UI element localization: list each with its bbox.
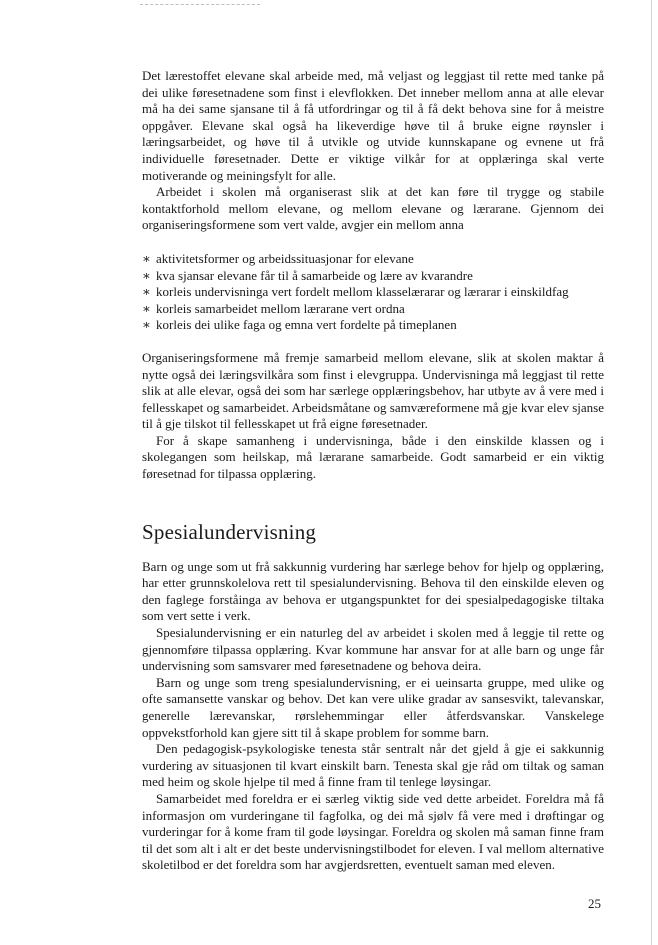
list-item-text: kva sjansar elevane får til å samarbeide og lære av kvarandre — [156, 267, 473, 283]
page-content — [142, 68, 604, 874]
top-edge-mark — [140, 4, 260, 5]
page-number: 25 — [588, 896, 601, 911]
asterisk-icon: ∗ — [142, 284, 151, 300]
list-item — [142, 317, 604, 334]
bullet-list — [142, 251, 604, 334]
list-item — [142, 284, 604, 301]
list-item — [142, 301, 604, 318]
list-item — [142, 268, 604, 285]
paragraph: Barn og unge som ut frå sakkunnig vurdering har særlege behov for hjelp og opplæring, har etter grunnskolelova rett til spesialundervisning. Behova til den einskilde eleven og den faglege forståinga av behova er utgangspunktet for dei spesialpedagogiske tiltaka som vert sette i verk. — [142, 558, 604, 624]
page-edge — [651, 0, 652, 945]
list-item-text: aktivitetsformer og arbeidssituasjonar for elevane — [156, 250, 414, 266]
paragraph: Spesialundervisning er ein naturleg del av arbeidet i skolen med å leggje til rette og gjennomføre tilpassa opplæring. Kvar kommune har ansvar for at alle barn og unge får undervisning som samsvarer med føresetnadene og behova deira. — [142, 625, 604, 674]
paragraph: Arbeidet i skolen må organiserast slik at det kan føre til trygge og stabile kontaktforhold mellom elevane, og mellom elevane og lærarane. Gjennom dei organiseringsformene som vert valde, avgjer ein mellom anna — [142, 184, 604, 233]
asterisk-icon: ∗ — [142, 250, 151, 266]
section-heading: Spesialundervisning — [142, 519, 317, 544]
asterisk-icon: ∗ — [142, 300, 151, 316]
asterisk-icon: ∗ — [142, 317, 151, 333]
paragraph: Det lærestoffet elevane skal arbeide med, må veljast og leggjast til rette med tanke på dei ulike føresetnadene som finst i elevflokken. Det inneber mellom anna at alle elevar må ha dei same sjansane til å få utfordringar og til å få dekt behova sine for å meistre oppgåver. Elevane skal også ha likeverdige høve til å bruke eigne røynsler i læringsarbeidet, og høve til å utvikle og utvide kunnskapane og evnene ut frå individuelle føresetnader. Dette er viktige vilkår for at opplæringa skal verte motiverande og meiningsfylt for alle. — [142, 68, 604, 183]
paragraph: Barn og unge som treng spesialundervisning, er ei ueinsarta gruppe, med ulike og ofte samansette vanskar og behov. Det kan vere ulike gradar av sansesvikt, talevanskar, generelle lærevanskar, rørslehemmingar eller åtferdsvanskar. Vanskelege oppvekstforhold kan gjere sitt til å skape problem for somme barn. — [142, 674, 604, 740]
paragraph: Samarbeidet med foreldra er ei særleg viktig side ved dette arbeidet. Foreldra må få informasjon om vurderingane til fagfolka, og dei må sjølv få vere med i drøftingar og vurderingar for å kome fram til gode løysingar. Foreldra og skolen må saman finne fram til det som alt i alt er det beste undervisningstilbodet for eleven. I val mellom alternative skoletilbod er det foreldra som har avgjerdsretten, eventuelt saman med eleven. — [142, 790, 604, 873]
list-item-text: korleis undervisninga vert fordelt mellom klasselærarar og lærarar i einskildfag — [156, 284, 569, 300]
list-item — [142, 251, 604, 268]
asterisk-icon: ∗ — [142, 267, 151, 283]
paragraph: For å skape samanheng i undervisninga, både i den einskilde klassen og i skolegangen som heilskap, må lærarane samarbeide. Godt samarbeid er ein viktig føresetnad for tilpassa opplæring. — [142, 432, 604, 482]
paragraph: Den pedagogisk-psykologiske tenesta står sentralt når det gjeld å gje ei sakkunnig vurdering av situasjonen til kvart einskilt barn. Tenesta skal gje råd om tiltak og saman med heim og skole hjelpe til med å finne fram til tenlege løysingar. — [142, 741, 604, 790]
paragraph: Organiseringsformene må fremje samarbeid mellom elevane, slik at skolen maktar å nytte også dei læringsvilkåra som finst i elevgruppa. Undervisninga må leggjast til rette slik at alle elevar, også dei som har særlege opplæringsbehov, har utbyte av å vere med i fellesskapet og samarbeidet. Arbeidsmåtane og samværeformene må gje kvar elev sjanse til å gje tilskot til fellesskapet ut frå eigne føresetnader. — [142, 349, 604, 432]
list-item-text: korleis samarbeidet mellom lærarane vert ordna — [156, 300, 405, 316]
list-item-text: korleis dei ulike faga og emna vert fordelte på timeplanen — [156, 317, 457, 333]
